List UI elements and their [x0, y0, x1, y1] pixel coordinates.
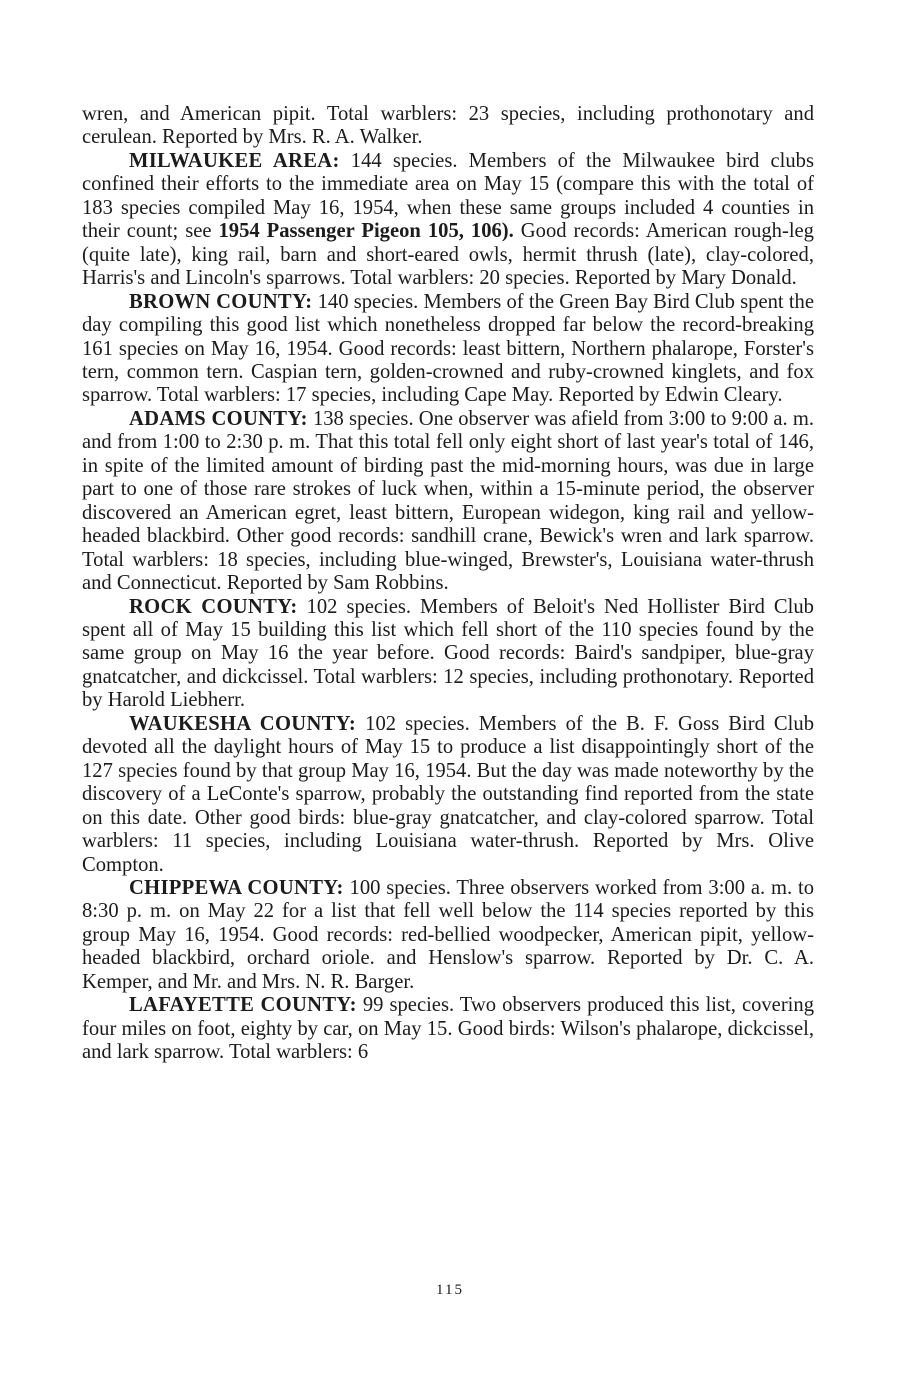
- paragraph-rock-county: [82, 596, 814, 713]
- section-heading: ROCK COUNTY:: [129, 595, 298, 618]
- paragraph-continuation: [82, 103, 814, 150]
- paragraph-text: 99 species. Two observers produced this list, covering four miles on foot, eighty by car, on May 15. Good birds: Wilson's phalarope, dickcissel, and lark sparrow. Total warblers: 6: [82, 994, 814, 1064]
- section-heading: ADAMS COUNTY:: [129, 407, 308, 430]
- paragraph-lafayette-county: [82, 994, 814, 1064]
- paragraph-brown-county: [82, 291, 814, 408]
- paragraph-milwaukee-area: [82, 150, 814, 291]
- paragraph-text: 102 species. Members of Beloit's Ned Hollister Bird Club spent all of May 15 building this list which fell short of the 110 species found by the same group on May 16 the year before. Good records: Baird's sandpiper, blue-gray gnatcatcher, and dickcissel. Total warblers: 12 species, including prothonotary. Reported by Harold Liebherr.: [82, 595, 814, 712]
- section-heading: MILWAUKEE AREA:: [129, 149, 340, 172]
- section-heading: WAUKESHA COUNTY:: [129, 712, 357, 735]
- paragraph-text: 100 species. Three observers worked from 3:00 a. m. to 8:30 p. m. on May 22 for a list that fell well below the 114 species reported by this group May 16, 1954. Good records: red-bellied woodpecker, American pipit, yellow-headed blackbird, orchard oriole. and Henslow's sparrow. Reported by Dr. C. A. Kemper, and Mr. and Mrs. N. R. Barger.: [82, 876, 815, 993]
- paragraph-text: 102 species. Members of the B. F. Goss Bird Club devoted all the daylight hours of May 15 to produce a list disappointingly short of the 127 species found by that group May 16, 1954. But the day was made noteworthy by the discovery of a LeConte's sparrow, probably the outstanding find reported from the state on this date. Other good birds: blue-gray gnatcatcher, and clay-colored sparrow. Total warblers: 11 species, including Louisiana water-thrush. Reported by Mrs. Olive Compton.: [82, 712, 814, 876]
- paragraph-text: 140 species. Members of the Green Bay Bird Club spent the day compiling this good list which nonetheless dropped far below the record-breaking 161 species on May 16, 1954. Good records: least bittern, Northern phalarope, Forster's tern, common tern. Caspian tern, golden-crowned and ruby-crowned kinglets, and fox sparrow. Total warblers: 17 species, including Cape May. Reported by Edwin Cleary.: [82, 290, 814, 407]
- page-number: 115: [436, 1282, 464, 1298]
- paragraph-waukesha-county: [82, 713, 814, 877]
- section-heading: LAFAYETTE COUNTY:: [129, 994, 357, 1017]
- paragraph-adams-county: [82, 408, 814, 596]
- citation: 1954 Passenger Pigeon 105, 106).: [218, 220, 514, 243]
- paragraph-chippewa-county: [82, 877, 814, 994]
- paragraph-text-after: Good records: American rough-leg (quite late), king rail, barn and short-eared owls, hermit thrush (late), clay-colored, Harris's and Lincoln's sparrows. Total warblers: 20 species. Reported by Mary Donald.: [82, 220, 814, 290]
- section-heading: BROWN COUNTY:: [129, 290, 313, 313]
- paragraph-text: 144 species. Members of the Milwaukee bird clubs confined their efforts to the immediate area on May 15 (compare this with the total of 183 species compiled May 16, 1954, when these same groups included 4 counties in their count; see: [82, 149, 814, 243]
- page-body: [82, 103, 814, 1065]
- paragraph-text: 138 species. One observer was afield from 3:00 to 9:00 a. m. and from 1:00 to 2:30 p. m. That this total fell only eight short of last year's total of 146, in spite of the limited amount of birding past the mid-morning hours, was due in large part to one of those rare strokes of luck when, within a 15-minute period, the observer discovered an American egret, least bittern, European widegon, king rail and yellow-headed blackbird. Other good records: sandhill crane, Bewick's wren and lark sparrow. Total warblers: 18 species, including blue-winged, Brewster's, Louisiana water-thrush and Connecticut. Reported by Sam Robbins.: [82, 407, 814, 595]
- section-heading: CHIPPEWA COUNTY:: [129, 876, 344, 899]
- paragraph-text: wren, and American pipit. Total warblers: 23 species, including prothonotary and cerulean. Reported by Mrs. R. A. Walker.: [82, 103, 814, 149]
